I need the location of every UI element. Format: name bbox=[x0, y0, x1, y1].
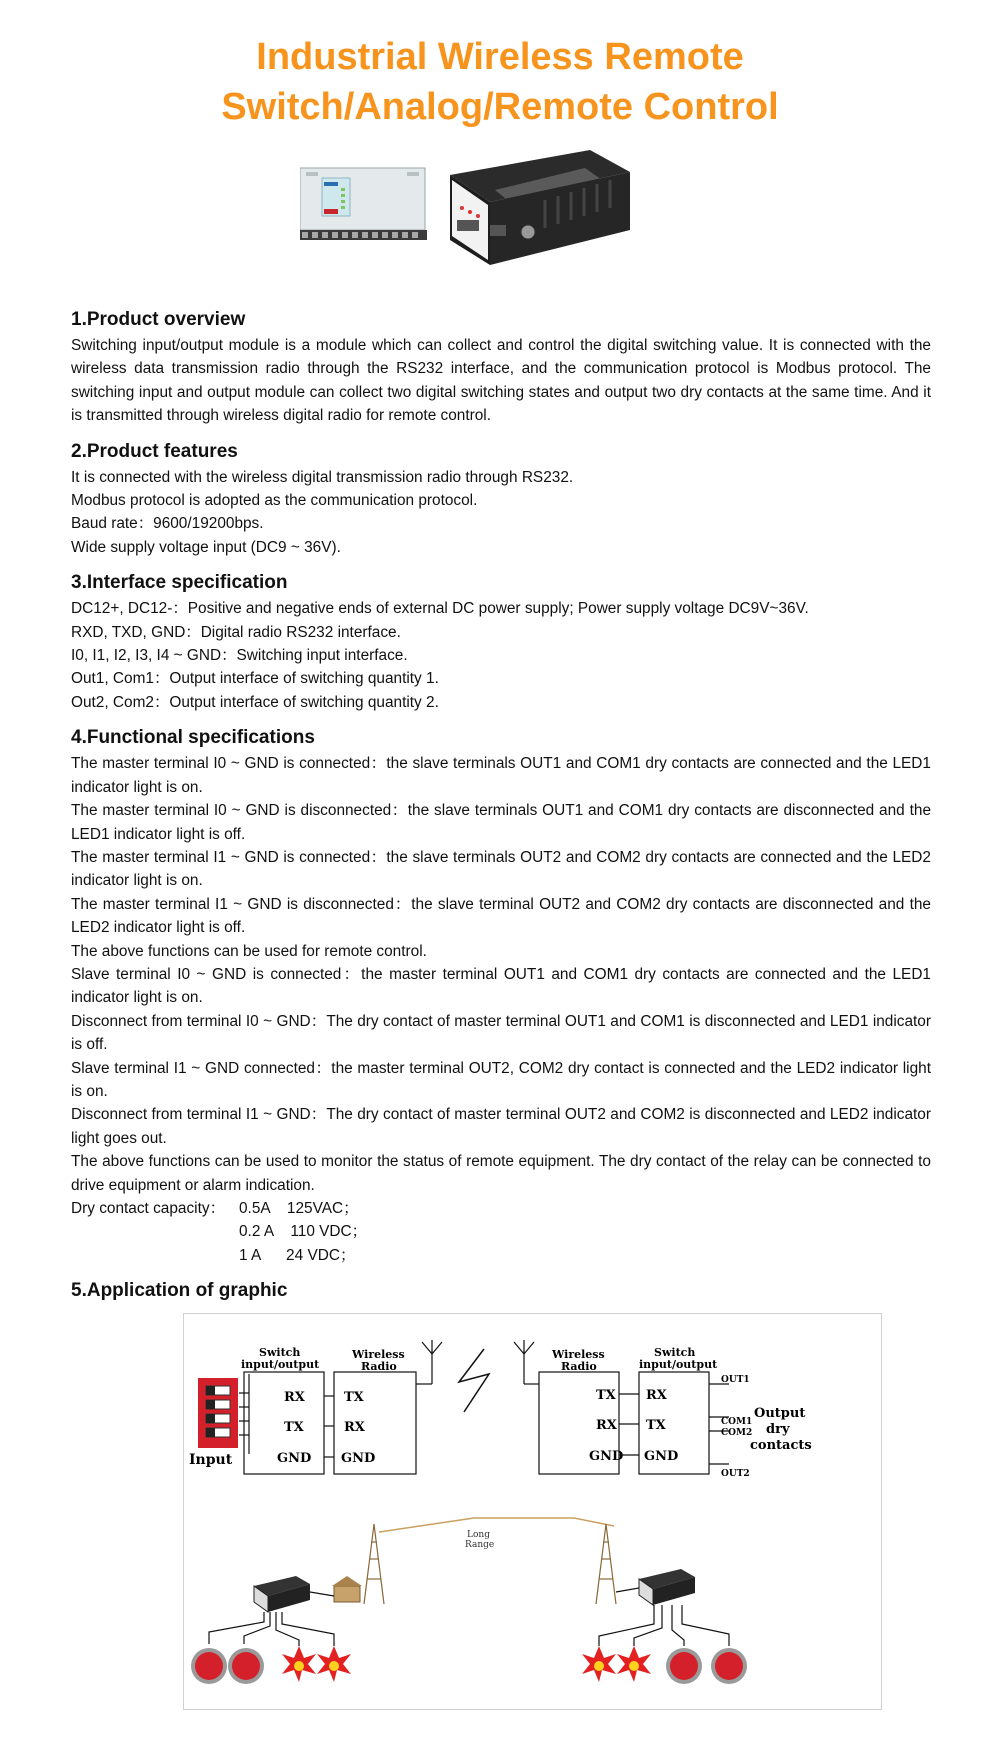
tower-icon bbox=[364, 1524, 384, 1604]
application-diagram bbox=[183, 1313, 882, 1710]
antenna-icon bbox=[422, 1340, 442, 1354]
alarm-light-icon bbox=[317, 1646, 351, 1682]
section-heading: 4.Functional specifications bbox=[71, 727, 315, 749]
pin-label: RX bbox=[596, 1418, 617, 1433]
pin-label: GND bbox=[341, 1451, 376, 1466]
paragraph: The master terminal I1 ~ GND is connected：the slave terminals OUT2 and COM2 dry contacts are connected and the LED2 indicator light is on. bbox=[71, 848, 931, 890]
section-interface-specification bbox=[71, 571, 931, 714]
wireless-signal-icon bbox=[459, 1349, 489, 1412]
left-radio-label: Wireless bbox=[352, 1348, 405, 1361]
output-terminal-label: COM1 bbox=[721, 1417, 753, 1427]
section-product-overview bbox=[71, 308, 931, 428]
alarm-light-icon bbox=[582, 1646, 616, 1682]
section-heading: 5.Application of graphic bbox=[71, 1280, 288, 1302]
dry-contact-capacity bbox=[71, 1197, 931, 1267]
right-radio-label: Wireless bbox=[552, 1348, 605, 1361]
section-heading: 3.Interface specification bbox=[71, 572, 288, 594]
paragraph: The above functions can be used to monitor the status of remote equipment. The dry contact of the relay can be connected to drive equipment or alarm indication. bbox=[71, 1153, 931, 1194]
right-switch-label: input/output bbox=[639, 1358, 718, 1371]
product-images bbox=[300, 150, 700, 280]
output-label: contacts bbox=[750, 1438, 812, 1453]
paragraph: Slave terminal I0 ~ GND is connected：the master terminal OUT1 and COM1 dry contacts are connected and the LED1 indicator light is on. bbox=[71, 965, 931, 1007]
pin-label: GND bbox=[277, 1451, 312, 1466]
push-button-icon bbox=[711, 1648, 747, 1684]
left-switch-label: input/output bbox=[241, 1358, 320, 1371]
output-label: Output bbox=[754, 1406, 806, 1421]
pin-label: GND bbox=[644, 1449, 679, 1464]
alarm-light-icon bbox=[282, 1646, 316, 1682]
feature-line: Modbus protocol is adopted as the communication protocol. bbox=[71, 492, 478, 510]
input-label: Input bbox=[189, 1452, 233, 1468]
radio-device-icon bbox=[254, 1576, 310, 1612]
right-switch-label: Switch bbox=[654, 1346, 696, 1359]
page-title: Industrial Wireless Remote Switch/Analog/Remote Control bbox=[221, 36, 779, 128]
pin-label: TX bbox=[284, 1420, 304, 1435]
paragraph: Slave terminal I1 ~ GND connected：the master terminal OUT2, COM2 dry contact is connected and the LED2 indicator light is on. bbox=[71, 1059, 931, 1100]
alarm-light-icon bbox=[617, 1646, 651, 1682]
right-radio-label: Radio bbox=[561, 1360, 597, 1373]
left-switch-label: Switch bbox=[259, 1346, 301, 1359]
interface-line: I0, I1, I2, I3, I4 ~ GND：Switching input interface. bbox=[71, 647, 408, 665]
dry-contact-label: Dry contact capacity： bbox=[71, 1200, 225, 1217]
input-switch-icon bbox=[198, 1378, 238, 1448]
push-button-icon bbox=[666, 1648, 702, 1684]
paragraph: Disconnect from terminal I0 ~ GND：The dry contact of master terminal OUT1 and COM1 is disconnected and LED1 indicator is off. bbox=[71, 1012, 931, 1054]
interface-line: DC12+, DC12-：Positive and negative ends of external DC power supply; Power supply voltage DC9V~36V. bbox=[71, 600, 809, 618]
paragraph: Switching input/output module is a module which can collect and control the digital switching value. It is connected with the wireless data transmission radio through the RS232 interface, and the communication protocol is Modbus protocol. The switching input and output module can collect two digital switching states and output two dry contacts at the same time. And it is transmitted through wireless digital radio for remote control. bbox=[71, 337, 931, 425]
output-terminal-label: OUT2 bbox=[721, 1469, 750, 1479]
feature-line: Baud rate：9600/19200bps. bbox=[71, 515, 264, 533]
interface-line: RXD, TXD, GND：Digital radio RS232 interface. bbox=[71, 623, 401, 641]
pin-label: TX bbox=[596, 1388, 616, 1403]
long-range-label: Range bbox=[465, 1540, 495, 1550]
interface-line: Out2, Com2：Output interface of switching quantity 2. bbox=[71, 693, 439, 711]
paragraph: Disconnect from terminal I1 ~ GND：The dry contact of master terminal OUT2 and COM2 is disconnected and LED2 indicator light goes out. bbox=[71, 1106, 931, 1147]
switch-module-image bbox=[300, 168, 427, 240]
dry-contact-value: 0.5A 125VAC； bbox=[239, 1200, 359, 1217]
paragraph: The master terminal I1 ~ GND is disconnected：the slave terminal OUT2 and COM2 dry contacts are disconnected and the LED2 indicator light is off. bbox=[71, 895, 931, 937]
interface-line: Out1, Com1：Output interface of switching quantity 1. bbox=[71, 670, 439, 688]
section-functional-specifications bbox=[71, 726, 931, 1267]
feature-line: Wide supply voltage input (DC9 ~ 36V). bbox=[71, 538, 341, 556]
section-application-graphic bbox=[71, 1279, 931, 1303]
output-label: dry bbox=[766, 1422, 790, 1437]
pin-label: RX bbox=[646, 1388, 667, 1403]
section-heading: 1.Product overview bbox=[71, 309, 246, 330]
push-button-icon bbox=[228, 1648, 264, 1684]
pin-label: GND bbox=[589, 1449, 624, 1464]
section-heading: 2.Product features bbox=[71, 440, 238, 462]
output-terminal-label: COM2 bbox=[721, 1428, 753, 1438]
radio-device-image bbox=[450, 150, 630, 265]
pin-label: TX bbox=[344, 1390, 364, 1405]
pin-label: TX bbox=[646, 1418, 666, 1433]
pin-label: RX bbox=[344, 1420, 365, 1435]
push-button-icon bbox=[191, 1648, 227, 1684]
dry-contact-value: 1 A 24 VDC； bbox=[239, 1246, 356, 1264]
tower-icon bbox=[596, 1524, 616, 1604]
radio-device-icon bbox=[639, 1569, 695, 1605]
paragraph: The master terminal I0 ~ GND is connected：the slave terminals OUT1 and COM1 dry contacts are connected and the LED1 indicator light is on. bbox=[71, 755, 931, 796]
dry-contact-value: 0.2 A 110 VDC； bbox=[239, 1223, 368, 1241]
output-terminal-label: OUT1 bbox=[721, 1375, 750, 1385]
paragraph: The above functions can be used for remote control. bbox=[71, 942, 427, 960]
left-radio-label: Radio bbox=[361, 1360, 397, 1373]
paragraph: The master terminal I0 ~ GND is disconnected：the slave terminals OUT1 and COM1 dry contacts are disconnected and the LED1 indicator light is off. bbox=[71, 802, 931, 843]
building-icon bbox=[332, 1576, 362, 1602]
long-range-label: Long bbox=[467, 1530, 490, 1540]
document-body bbox=[71, 308, 931, 1315]
section-product-features bbox=[71, 440, 931, 560]
feature-line: It is connected with the wireless digital transmission radio through RS232. bbox=[71, 468, 574, 486]
pin-label: RX bbox=[284, 1390, 305, 1405]
